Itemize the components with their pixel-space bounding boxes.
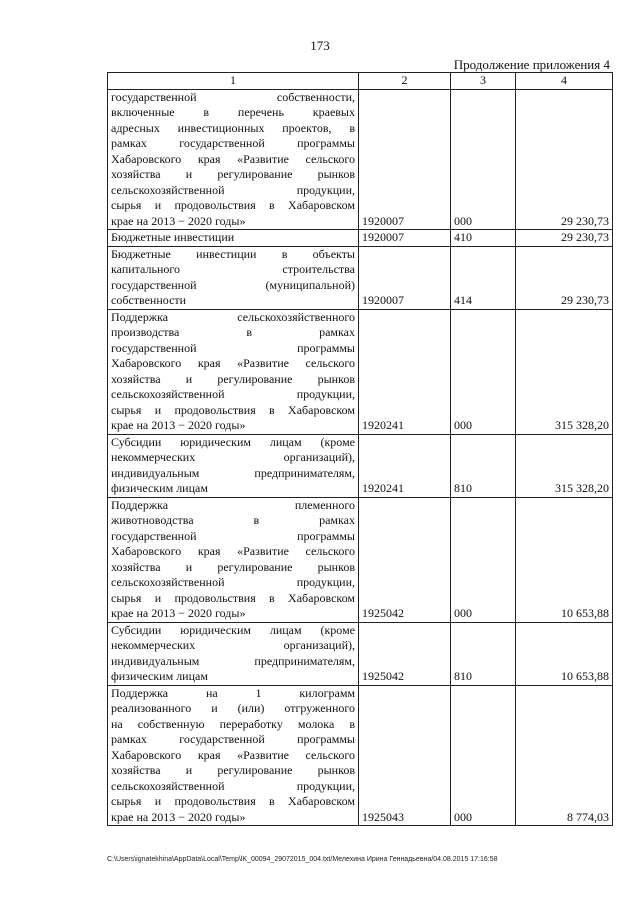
row-name-line: крае на 2013 − 2020 годы»	[111, 809, 246, 824]
row-name-line: сырья и продовольствия в Хабаровском	[111, 198, 355, 212]
row-name-line: некоммерческих организаций),	[111, 638, 355, 652]
file-path-footer: C:\Users\ignatekhina\AppData\Local\Temp\lK_00094_29072015_004.txt/Мелехина Ирина Геннадьевна/04.08.2015 17:16:58	[107, 856, 498, 863]
row-sum-cell: 10 653,88	[516, 622, 613, 685]
row-csr-cell: 1920241	[359, 434, 451, 497]
row-name-line: физическим лицам	[111, 669, 208, 683]
row-csr-cell: 1920007	[359, 246, 451, 309]
row-name-line: хозяйства и регулирование рынков	[111, 167, 355, 181]
row-name-line: некоммерческих организаций),	[111, 450, 355, 464]
row-csr-cell: 1925042	[359, 497, 451, 622]
row-name-line: Поддержка на 1 килограмм	[111, 685, 355, 700]
row-name-line: Хабаровского края «Развитие сельского	[111, 747, 355, 762]
row-name-line: производства в рамках	[111, 325, 355, 339]
row-csr-cell: 1925042	[359, 622, 451, 685]
row-vr-cell: 810	[451, 434, 516, 497]
row-name-line: сырья и продовольствия в Хабаровском	[111, 402, 355, 417]
column-header-name: 1	[108, 73, 359, 90]
row-name-line: Хабаровского края «Развитие сельского	[111, 356, 355, 370]
table-row	[108, 246, 613, 309]
row-name-cell	[108, 309, 359, 434]
row-name-line: крае на 2013 − 2020 годы»	[111, 606, 246, 620]
row-name-line: сельскохозяйственной продукции,	[111, 778, 355, 793]
row-name-line: хозяйства и регулирование рынков	[111, 763, 355, 777]
row-name-line: сырья и продовольствия в Хабаровском	[111, 794, 355, 808]
row-name-line: Бюджетные инвестиции	[111, 230, 235, 244]
row-name-line: хозяйства и регулирование рынков	[111, 559, 355, 574]
row-name-line: сельскохозяйственной продукции,	[111, 575, 355, 589]
row-name-line: сырья и продовольствия в Хабаровском	[111, 590, 355, 605]
row-name-line: Субсидии юридическим лицам (кроме	[111, 434, 355, 449]
row-name-cell	[108, 497, 359, 622]
row-csr-cell: 1925043	[359, 685, 451, 826]
row-name-line: государственной (муниципальной)	[111, 277, 355, 292]
row-csr-cell: 1920007	[359, 230, 451, 247]
row-name-cell	[108, 685, 359, 826]
row-name-line: рамках государственной программы	[111, 136, 355, 150]
row-name-line: индивидуальным предпринимателям,	[111, 653, 355, 668]
row-name-line: крае на 2013 − 2020 годы»	[111, 418, 246, 432]
row-name-line: индивидуальным предпринимателям,	[111, 465, 355, 480]
table-row	[108, 230, 613, 247]
row-csr-cell: 1920241	[359, 309, 451, 434]
budget-table	[107, 72, 613, 826]
row-name-line: Хабаровского края «Развитие сельского	[111, 151, 355, 166]
row-name-line: реализованного и (или) отгруженного	[111, 701, 355, 715]
table-row	[108, 434, 613, 497]
table-row	[108, 622, 613, 685]
row-name-line: собственности	[111, 293, 187, 307]
row-name-cell	[108, 246, 359, 309]
row-name-line: животноводства в рамках	[111, 513, 355, 527]
row-name-line: государственной собственности,	[111, 89, 355, 104]
table-header-row	[108, 73, 613, 90]
row-sum-cell: 10 653,88	[516, 497, 613, 622]
column-header-csr: 2	[359, 73, 451, 90]
row-sum-cell: 29 230,73	[516, 89, 613, 230]
row-name-line: Поддержка племенного	[111, 497, 355, 512]
row-name-line: адресных инвестиционных проектов, в	[111, 120, 355, 135]
row-name-line: Хабаровского края «Развитие сельского	[111, 544, 355, 558]
row-name-cell	[108, 434, 359, 497]
row-name-line: Субсидии юридическим лицам (кроме	[111, 622, 355, 637]
row-vr-cell: 810	[451, 622, 516, 685]
row-name-line: Поддержка сельскохозяйственного	[111, 309, 355, 324]
row-vr-cell: 414	[451, 246, 516, 309]
row-name-line: физическим лицам	[111, 481, 208, 495]
table-row	[108, 497, 613, 622]
row-name-line: включенные в перечень краевых	[111, 105, 355, 119]
table-body	[108, 89, 613, 826]
row-name-line: крае на 2013 − 2020 годы»	[111, 213, 246, 228]
column-header-vr: 3	[451, 73, 516, 90]
column-header-sum: 4	[516, 73, 613, 90]
row-sum-cell: 8 774,03	[516, 685, 613, 826]
row-vr-cell: 000	[451, 685, 516, 826]
page-number: 173	[310, 38, 330, 53]
row-name-line: Бюджетные инвестиции в объекты	[111, 246, 355, 261]
row-vr-cell: 000	[451, 309, 516, 434]
table-row	[108, 89, 613, 230]
row-csr-cell: 1920007	[359, 89, 451, 230]
table-row	[108, 685, 613, 826]
row-vr-cell: 000	[451, 497, 516, 622]
row-sum-cell: 315 328,20	[516, 309, 613, 434]
row-name-line: хозяйства и регулирование рынков	[111, 371, 355, 386]
row-name-line: рамках государственной программы	[111, 732, 355, 746]
table-row	[108, 309, 613, 434]
row-name-line: капитального строительства	[111, 262, 355, 276]
row-name-line: государственной программы	[111, 340, 355, 355]
row-vr-cell: 410	[451, 230, 516, 247]
row-name-line: на собственную переработку молока в	[111, 716, 355, 731]
row-name-line: сельскохозяйственной продукции,	[111, 182, 355, 197]
row-sum-cell: 29 230,73	[516, 230, 613, 247]
row-vr-cell: 000	[451, 89, 516, 230]
row-name-cell	[108, 622, 359, 685]
continuation-title: Продолжение приложения 4	[453, 57, 610, 72]
row-name-cell	[108, 230, 359, 247]
row-name-line: государственной программы	[111, 528, 355, 543]
row-sum-cell: 29 230,73	[516, 246, 613, 309]
row-name-line: сельскохозяйственной продукции,	[111, 387, 355, 401]
row-sum-cell: 315 328,20	[516, 434, 613, 497]
row-name-cell	[108, 89, 359, 230]
